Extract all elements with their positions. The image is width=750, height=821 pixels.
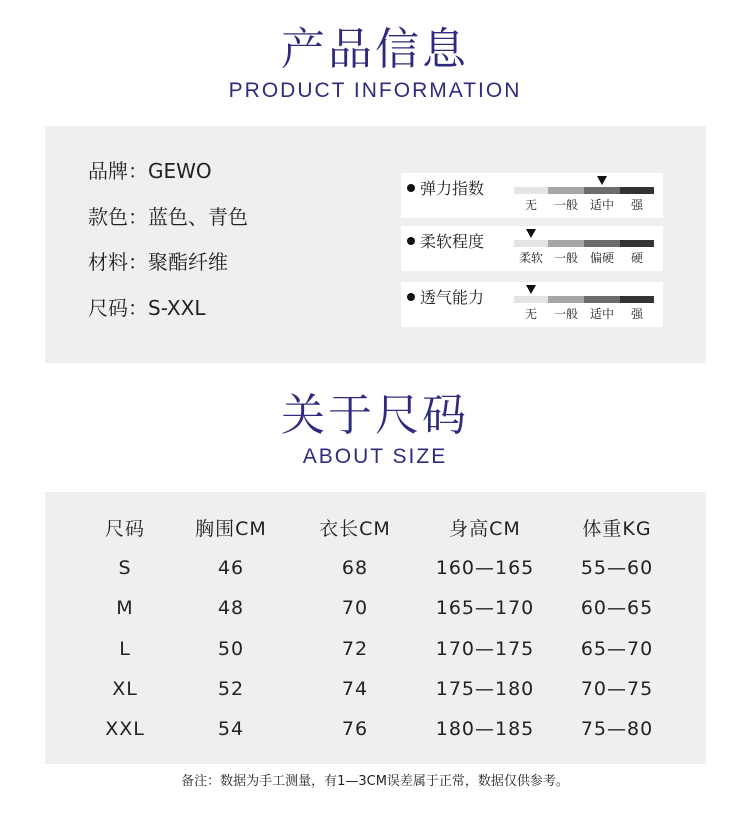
header-height: 身高CM (449, 518, 521, 540)
scale-tick-label: 一般 (553, 307, 578, 321)
size-table (45, 492, 706, 764)
scale-tick-label: 硬 (630, 251, 643, 265)
bullet-icon (407, 293, 415, 301)
header-chest: 胸围CM (195, 518, 267, 540)
scale-segment (514, 187, 548, 194)
size-range-line (88, 295, 205, 321)
table-cell: 74 (341, 678, 369, 700)
material-line (88, 249, 228, 275)
selected-marker-icon (597, 176, 607, 185)
table-cell: 165—170 (435, 597, 535, 619)
table-cell: 54 (217, 718, 245, 740)
table-cell: L (119, 638, 131, 660)
table-cell: XXL (105, 718, 145, 740)
scale-segment (584, 296, 620, 303)
table-cell: 52 (217, 678, 245, 700)
table-cell: 68 (341, 557, 369, 579)
scale-tick-label: 一般 (553, 251, 578, 265)
scale-tick-label: 偏硬 (589, 251, 614, 265)
scale-tick-label: 强 (630, 198, 643, 212)
selected-marker-icon (526, 229, 536, 238)
scale-segment (620, 187, 654, 194)
scale-tick-label: 适中 (589, 307, 614, 321)
table-cell: 70 (341, 597, 369, 619)
product-info-title: 产品信息 (281, 24, 469, 75)
scale-tick-label: 适中 (589, 198, 614, 212)
table-cell: S (118, 557, 132, 579)
scale-segment (548, 296, 584, 303)
brand-value: GEWO (148, 159, 212, 183)
header-weight: 体重KG (582, 518, 652, 540)
table-cell: 170—175 (435, 638, 535, 660)
table-cell: 160—165 (435, 557, 535, 579)
product-info-subtitle: PRODUCT INFORMATION (228, 79, 522, 102)
scale-segment (514, 296, 548, 303)
table-cell: 50 (217, 638, 245, 660)
table-cell: 75—80 (580, 718, 654, 740)
size-range-value: S-XXL (148, 296, 206, 320)
product-info-panel (45, 126, 706, 363)
table-cell: 65—70 (580, 638, 654, 660)
size-info-subtitle: ABOUT SIZE (302, 445, 448, 468)
table-cell: 175—180 (435, 678, 535, 700)
color-label: 款色： (88, 205, 148, 229)
scale-segment (548, 187, 584, 194)
table-cell: 72 (341, 638, 369, 660)
scale-tick-label: 无 (524, 198, 537, 212)
scale-tick-label: 柔软 (518, 251, 543, 265)
table-cell: 180—185 (435, 718, 535, 740)
scale-segment (584, 187, 620, 194)
table-cell: 60—65 (580, 597, 654, 619)
color-value: 蓝色、青色 (148, 205, 248, 229)
bullet-icon (407, 184, 415, 192)
rating-elasticity-label: 弹力指数 (420, 179, 485, 198)
scale-tick-label: 无 (524, 307, 537, 321)
table-cell: 46 (217, 557, 245, 579)
table-cell: 48 (217, 597, 245, 619)
scale-tick-label: 一般 (553, 198, 578, 212)
table-cell: M (116, 597, 134, 619)
scale-segment (548, 240, 584, 247)
scale-tick-label: 强 (630, 307, 643, 321)
scale-segment (584, 240, 620, 247)
material-label: 材料： (88, 250, 148, 274)
header-length: 衣长CM (319, 518, 391, 540)
selected-marker-icon (526, 285, 536, 294)
table-cell: 76 (341, 718, 369, 740)
size-info-title: 关于尺码 (281, 390, 469, 441)
rating-breathability (401, 282, 663, 327)
scale-segment (514, 240, 548, 247)
table-cell: 55—60 (580, 557, 654, 579)
size-table-panel (45, 492, 706, 764)
header-size: 尺码 (104, 518, 145, 540)
rating-elasticity (401, 173, 663, 218)
rating-softness-label: 柔软程度 (420, 232, 485, 251)
rating-breathability-label: 透气能力 (420, 288, 485, 307)
rating-softness (401, 226, 663, 271)
size-range-label: 尺码： (88, 296, 148, 320)
material-value: 聚酯纤维 (148, 250, 228, 274)
brand-label: 品牌： (88, 159, 148, 183)
table-cell: 70—75 (580, 678, 654, 700)
brand-line (88, 158, 212, 184)
scale-segment (620, 240, 654, 247)
scale-segment (620, 296, 654, 303)
color-line (88, 204, 248, 230)
table-cell: XL (112, 678, 138, 700)
bullet-icon (407, 237, 415, 245)
footnote: 备注：数据为手工测量，有1—3CM误差属于正常，数据仅供参考。 (181, 774, 569, 789)
